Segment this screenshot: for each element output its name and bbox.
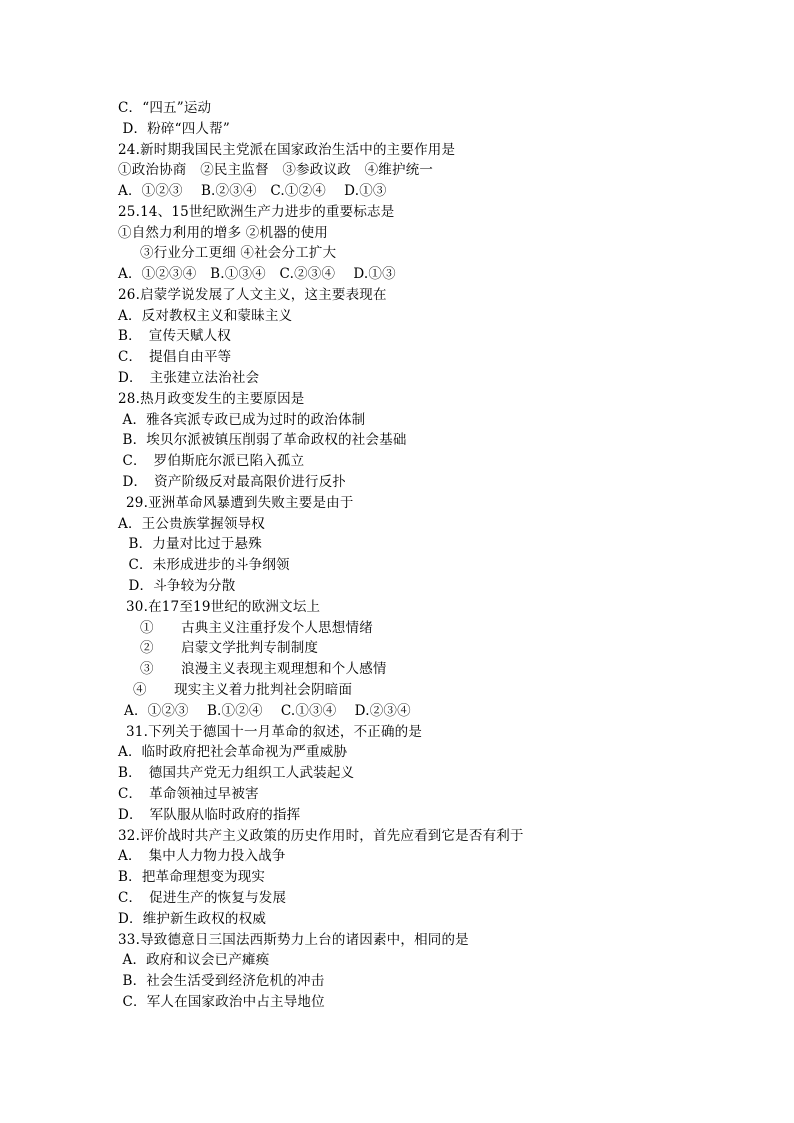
- option-b-q33: B．社会生活受到经济危机的冲击: [118, 973, 325, 989]
- option-a-q31: A．临时政府把社会革命视为严重威胁: [118, 744, 348, 760]
- question-33: 33.导致德意日三国法西斯势力上台的诸因素中，相同的是: [118, 932, 469, 948]
- question-24-items: ①政治协商 ②民主监督 ③参政议政 ④维护统一: [118, 162, 434, 178]
- option-c-q32: C． 促进生产的恢复与发展: [118, 890, 287, 906]
- option-b-q29: B．力量对比过于悬殊: [124, 536, 262, 552]
- option-d-q23: D．粉碎“四人帮”: [118, 121, 230, 137]
- option-d-q29: D．斗争较为分散: [124, 578, 236, 594]
- option-d-q32: D．维护新生政权的权威: [118, 911, 267, 927]
- question-30-item-2: ② 启蒙文学批判专制制度: [140, 640, 319, 656]
- question-25-items-a: ①自然力利用的增多 ②机器的使用: [118, 225, 328, 241]
- question-30-item-4: ④ 现实主义着力批判社会阴暗面: [133, 682, 353, 698]
- option-c-q29: C．未形成进步的斗争纲领: [124, 557, 290, 573]
- question-25-items-b: ③行业分工更细 ④社会分工扩大: [140, 245, 337, 261]
- option-d-q26: D． 主张建立法治社会: [118, 370, 260, 386]
- question-30-item-1: ① 古典主义注重抒发个人思想情绪: [140, 620, 373, 636]
- question-30-options: A．①②③ B.①②④ C.①③④ D.②③④: [124, 703, 411, 719]
- question-24-options: A．①②③ B.②③④ C.①②④ D.①③: [118, 183, 387, 199]
- question-24: 24.新时期我国民主党派在国家政治生活中的主要作用是: [118, 142, 456, 158]
- question-31: 31.下列关于德国十一月革命的叙述，不正确的是: [126, 724, 423, 740]
- question-26: 26.启蒙学说发展了人文主义，这主要表现在: [118, 287, 387, 303]
- question-29: 29.亚洲革命风暴遭到失败主要是由于: [126, 495, 354, 511]
- option-c-q33: C．军人在国家政治中占主导地位: [118, 994, 325, 1010]
- option-d-q28: D． 资产阶级反对最高限价进行反扑: [118, 474, 346, 490]
- question-30: 30.在17至19世纪的欧洲文坛上: [126, 599, 321, 615]
- question-25: 25.14、15世纪欧洲生产力进步的重要标志是: [118, 204, 395, 220]
- question-28: 28.热月政变发生的主要原因是: [118, 391, 305, 407]
- option-c-q31: C． 革命领袖过早被害: [118, 786, 259, 802]
- question-25-options: A．①②③④ B.①③④ C.②③④ D.①③: [118, 266, 396, 282]
- option-c-q28: C． 罗伯斯庇尔派已陷入孤立: [118, 453, 305, 469]
- option-a-q32: A． 集中人力物力投入战争: [118, 848, 286, 864]
- option-b-q32: B．把革命理想变为现实: [118, 869, 266, 885]
- question-32: 32.评价战时共产主义政策的历史作用时，首先应看到它是否有利于: [118, 828, 524, 844]
- option-a-q29: A．王公贵族掌握领导权: [118, 516, 265, 532]
- option-b-q26: B． 宣传天赋人权: [118, 328, 231, 344]
- option-d-q31: D． 军队服从临时政府的指挥: [118, 807, 301, 823]
- option-c-q23: C．“四五”运动: [118, 100, 212, 116]
- option-a-q28: A．雅各宾派专政已成为过时的政治体制: [118, 412, 366, 428]
- option-a-q33: A．政府和议会已产瘫痪: [118, 952, 270, 968]
- option-a-q26: A．反对教权主义和蒙昧主义: [118, 308, 293, 324]
- question-30-item-3: ③ 浪漫主义表现主观理想和个人感情: [140, 661, 387, 677]
- option-b-q31: B． 德国共产党无力组织工人武装起义: [118, 765, 355, 781]
- option-b-q28: B．埃贝尔派被镇压削弱了革命政权的社会基础: [118, 432, 407, 448]
- option-c-q26: C． 提倡自由平等: [118, 349, 232, 365]
